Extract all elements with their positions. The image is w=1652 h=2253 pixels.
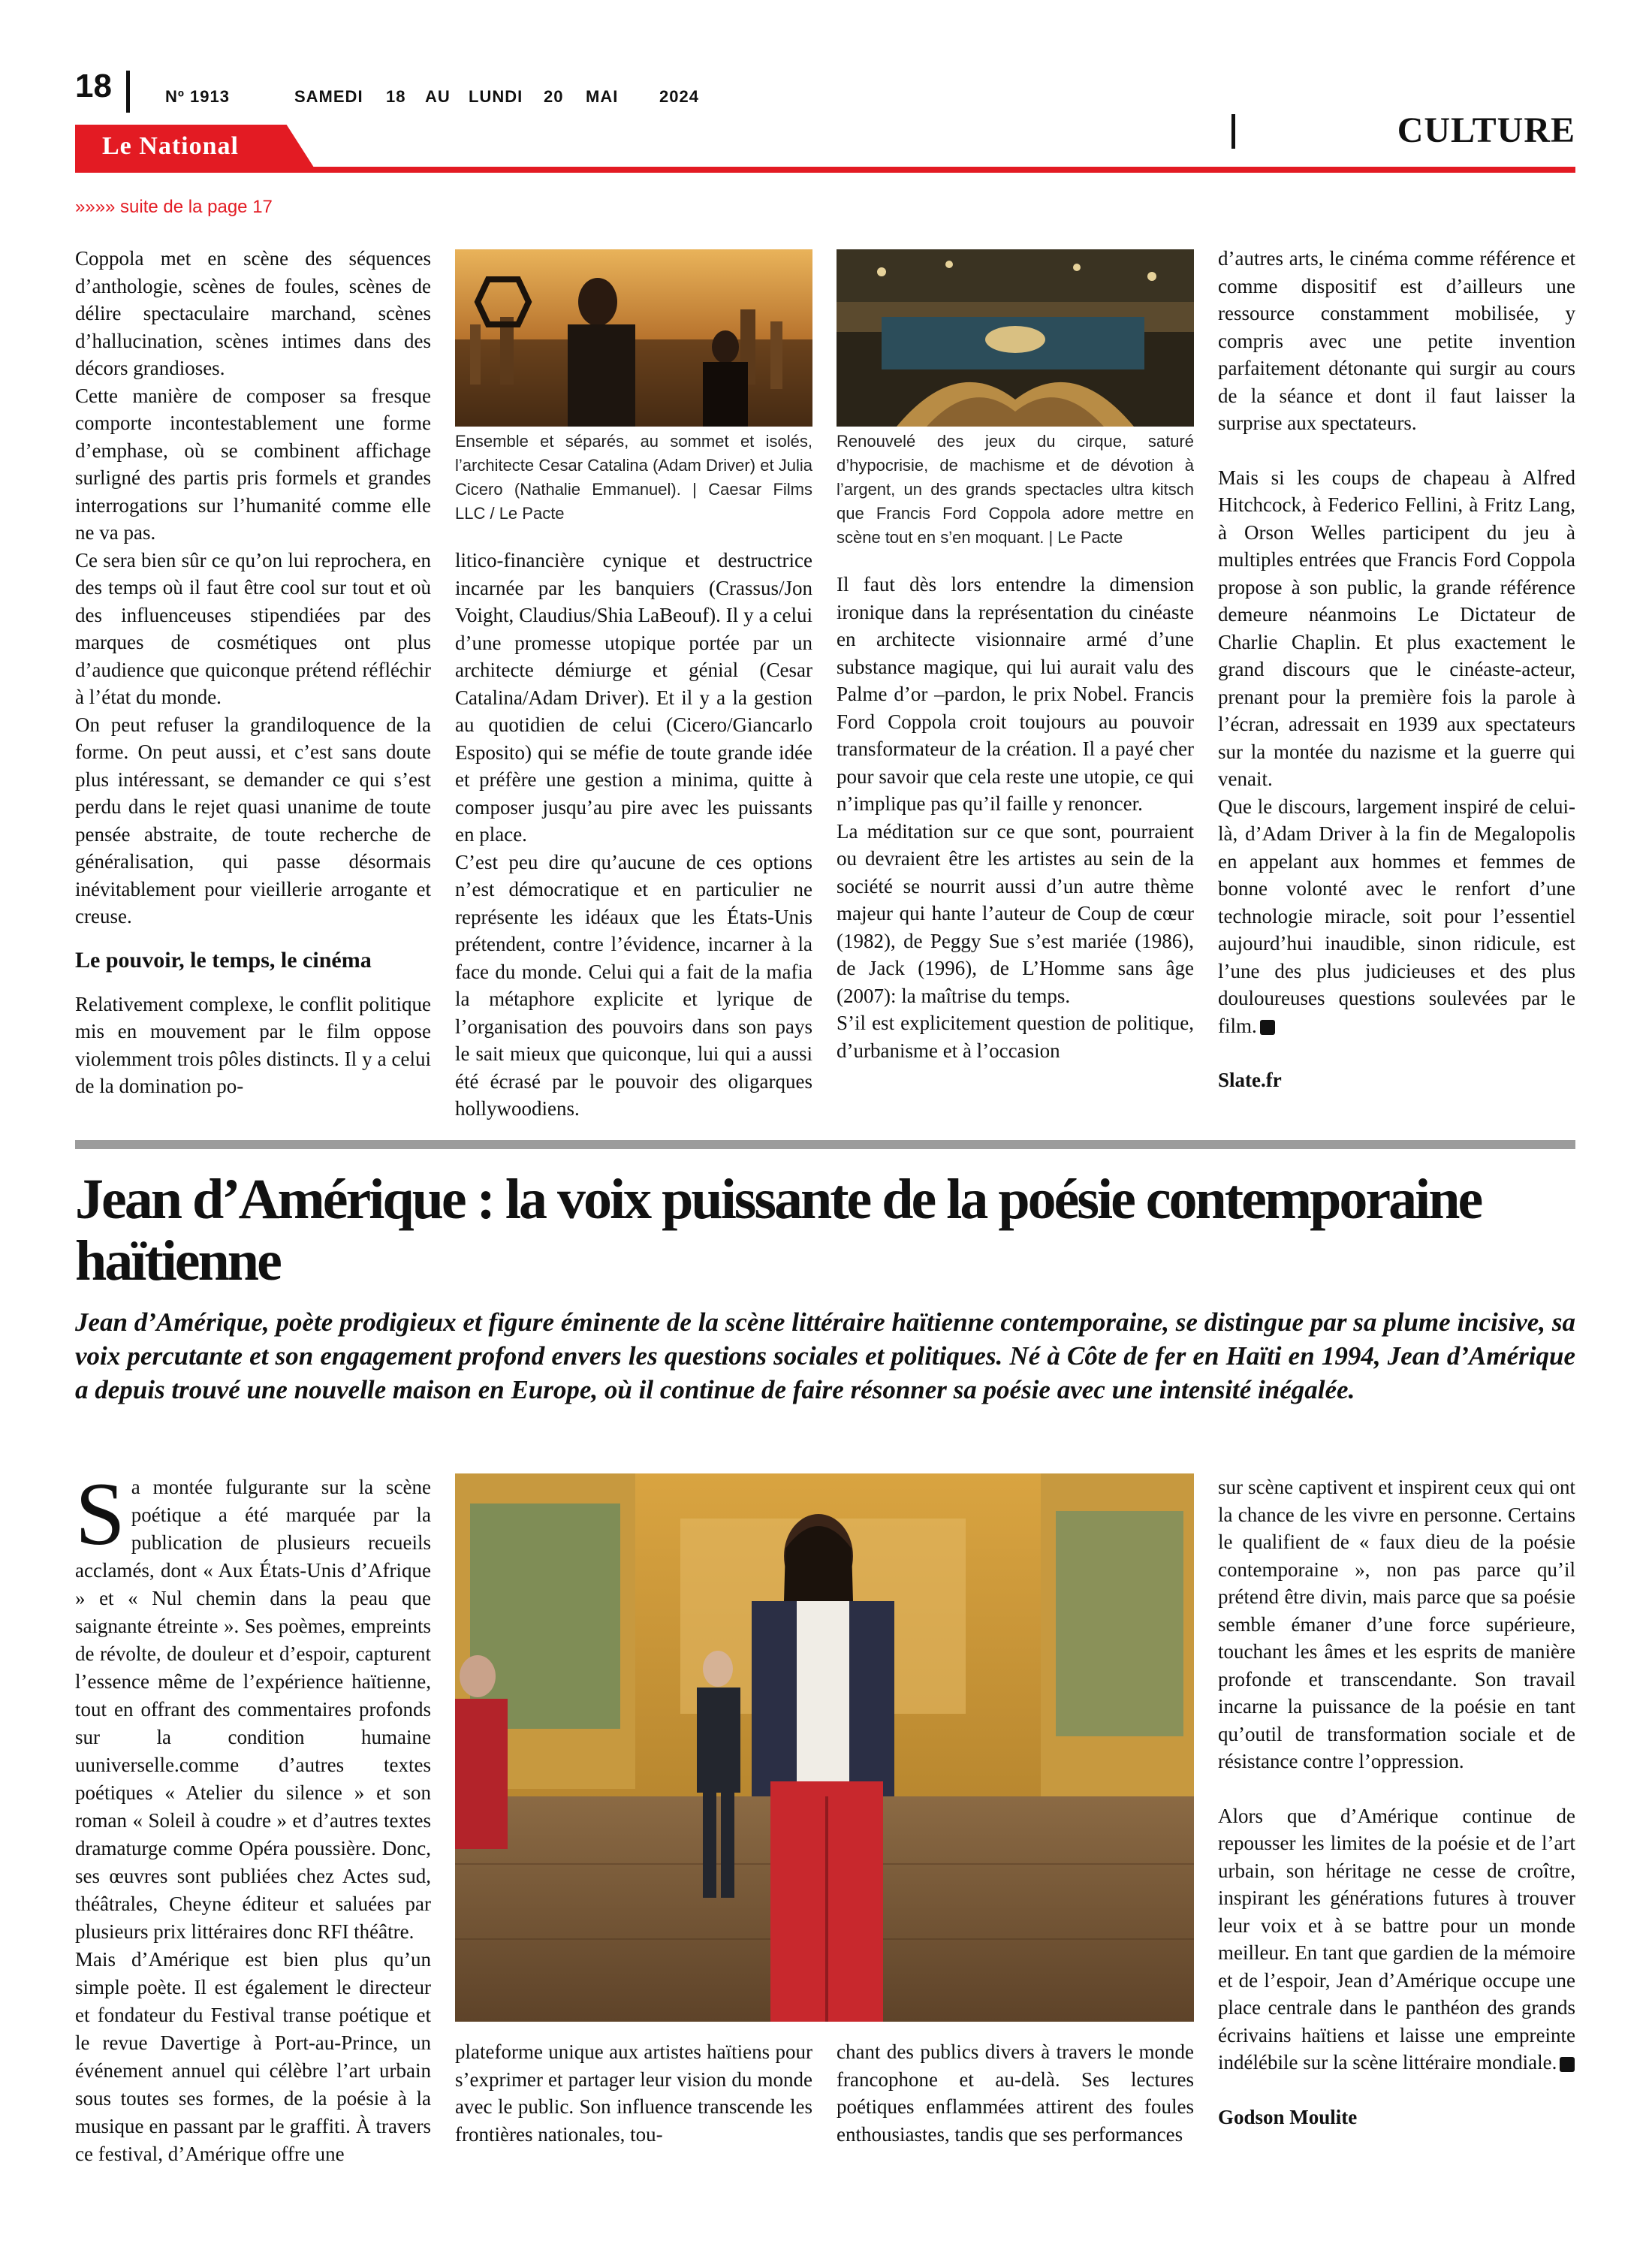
article-headline: Jean d’Amérique : la voix puissante de la poésie contemporaine haïtienne (75, 1168, 1482, 1292)
article2-column-3 (837, 2038, 1194, 2148)
end-mark-icon (1560, 2057, 1575, 2072)
date-year: 2024 (659, 87, 699, 106)
section-title: CULTURE (1397, 110, 1575, 150)
paragraph: sur scène captivent et inspirent ceux qui ont la chance de les vivre en personne. Certains le qualifient de « faux dieu de la poésie contemporaine », non pas parce qu’il prétend être divin, mais parce que sa poésie semble émaner d’une force supérieure, touchant les âmes et les esprits de manière profonde et transcendante. Son travail incarne la puissance de la poésie en tant qu’outil de transformation sociale et de résistance contre l’oppression. (1218, 1476, 1575, 1772)
paragraph: Coppola met en scène des séquences d’anthologie, scènes de foules, scènes de délire spectaculaire marchand, scènes d’hallucination, scènes intimes dans des décors grandioses. (75, 247, 431, 379)
poet-portrait-photo (455, 1473, 1194, 2022)
photo-caption: Renouvelé des jeux du cirque, saturé d’hypocrisie, de machisme et de dévotion à l’argent, un des grands spectacles ultra kitsch que Francis Ford Coppola adore mettre en scène tout en s’en moquant. | Le Pacte (837, 432, 1194, 547)
paragraph: On peut refuser la grandiloquence de la forme. On peut aussi, et c’est sans doute plus intéressant, se demander ce qui s’est perdu dans le rejet quasi unanime de toute pensée abstraite, de toute recherche de généralisation, qui passe désormais inévitablement pour vieillerie arrogante et creuse. (75, 713, 431, 927)
article2-column-4 (1218, 1473, 1575, 2131)
continuation-note: »»»» suite de la page 17 (75, 197, 273, 217)
paragraph-text: a montée fulgurante sur la scène poétique a été marquée par la publication de plusieurs recueils acclamés, dont « Aux États-Unis d’Afrique » et « Nul chemin dans la peau que saignante étreinte ». Ses poèmes, empreints de révolte, de douleur et d’espoir, capturent l’essence même de l’expérience haïtienne, tout en offrant des commentaires profonds sur la condition humaine uuniverselle.comme d’autres textes poétiques « Atelier du silence » et son roman « Soleil à coudre » et d’autres textes dramaturge comme Opéra poussière. Donc, ses œuvres sont publiées chez Actes sud, théâtrales, Cheyne éditeur et saluées par plusieurs prix littéraires donc RFI théâtre. (75, 1476, 431, 1943)
header-rule (75, 167, 1575, 173)
film-still-circus-photo (837, 249, 1194, 427)
article1-column-1 (75, 245, 431, 1100)
lead-paragraph (75, 1464, 431, 1946)
paragraph: chant des publics divers à travers le monde francophone et au-delà. Ses lectures poétiques enflammées attirent des foules enthousiastes, tandis que ses performances (837, 2040, 1194, 2146)
date-weekday-end: LUNDI (469, 87, 523, 106)
paragraph-text: Que le discours, largement inspiré de celui-là, d’Adam Driver à la fin de Megalopolis en appelant aux hommes et femmes de bonne volonté avec le renfort d’une technologie miracle, soit pour l’essentiel aujourd’hui inaudible, sinon ridicule, est l’une des plus judicieuses et des plus douloureuses questions soulevées par le film. (1218, 795, 1575, 1037)
film-still-rooftop-photo (455, 249, 812, 427)
article2-column-2 (455, 2038, 812, 2148)
article1-column-2 (455, 547, 812, 1123)
paragraph: Il faut dès lors entendre la dimension ironique dans la représentation du cinéaste en architecte visionnaire armé d’une substance magique, qui lui aurait valu des Palme d’or –pardon, le prix Nobel. Francis Ford Coppola croit toujours au pouvoir transformateur de la création. Il a payé cher pour savoir que cela reste une utopie, ce qui n’implique pas qu’il faille y renoncer. (837, 573, 1194, 815)
paragraph: La méditation sur ce que sont, pourraient ou devraient être les artistes au sein de la société se nourrit aussi d’un autre thème majeur qui hante l’auteur de Coup de cœur (1982), de Peggy Sue s’est mariée (1986), de Jack (1996), de L’Homme sans âge (2007): la maîtrise du temps. (837, 819, 1194, 1007)
paragraph: Cette manière de composer sa fresque comporte incontestablement une forme d’emphase, où se combinent affichage surligné des partis pris formels et grandes interrogations sur l’humanité comme elle ne va pas. (75, 384, 431, 544)
section-divider (1231, 114, 1235, 149)
date-day-end: 20 (544, 87, 564, 106)
paragraph: litico-financière cynique et destructrice incarnée par les banquiers (Crassus/Jon Voight, Claudius/Shia LaBeouf). Il y a celui d’une promesse utopique portée par un architecte démiurge et génial (Cesar Catalina/Adam Driver). Et il y a la gestion au quotidien de celui (Cicero/Giancarlo Esposito) qui se méfie de toute grande idée et préfère une gestion a minima, quitte à composer jusqu’au pire avec les puissants en place. (455, 549, 812, 846)
paragraph-text: Alors que d’Amérique continue de repousser les limites de la poésie et de l’art urbain, son héritage ne cesse de croître, inspirant les générations futures à trouver leur voix et à se battre pour un monde meilleur. En tant que gardien de la mémoire et de l’espoir, Jean d’Amérique occupe une place centrale dans le panthéon des grands écrivains haïtiens et laisse une empreinte indélébile sur la scène littéraire mondiale. (1218, 1804, 1575, 2074)
date-au: AU (425, 87, 451, 106)
paragraph: Mais d’Amérique est bien plus qu’un simple poète. Il est également le directeur et fondateur du Festival transe poétique et le revue Davertige à Port-au-Prince, un événement annuel qui célèbre l’art urbain sous toutes ses formes, de la poésie à la musique en passant par le graffiti. À travers ce festival, d’Amérique offre une (75, 1948, 431, 2165)
paragraph: S’il est explicitement question de politique, d’urbanisme et à l’occasion (837, 1012, 1194, 1062)
article-source: Slate.fr (1218, 1069, 1282, 1091)
page-number: 18 (75, 68, 112, 104)
article-separator (75, 1140, 1575, 1149)
paragraph: Mais si les coups de chapeau à Alfred Hitchcock, à Federico Fellini, à Fritz Lang, à Orson Welles participent du jeu à multiples entrées que Francis Ford Coppola propose à son public, la grande référence demeure néanmoins Le Dictateur de Charlie Chaplin. Et plus exactement le grand discours que le cinéaste-acteur, prenant pour la première fois la parole à l’écran, adressait en 1939 aux spectateurs sur la montée du nazisme et la guerre qui venait. (1218, 466, 1575, 790)
page-number-divider (126, 71, 130, 113)
date-month: MAI (586, 87, 619, 106)
brand-name: Le National (102, 132, 239, 160)
issue-number: Nº 1913 (165, 87, 230, 106)
author-byline: Godson Moulite (1218, 2105, 1358, 2128)
date-weekday-start: SAMEDI (294, 87, 363, 106)
paragraph: Ce sera bien sûr ce qu’on lui reprochera, en des temps où il faut être cool sur tout et où des influenceuses stipendiées par des marques de cosmétiques ont plus d’audience que quiconque prétend réfléchir à l’état du monde. (75, 548, 431, 708)
photo-caption: Ensemble et séparés, au sommet et isolés, l’architecte Cesar Catalina (Adam Driver) et Julia Cicero (Nathalie Emmanuel). | Caesar Films LLC / Le Pacte (455, 432, 812, 523)
article1-column-4 (1218, 245, 1575, 1094)
closing-paragraph (1218, 1802, 1575, 2077)
drop-cap: S (75, 1464, 125, 1564)
paragraph: d’autres arts, le cinéma comme référence et comme dispositif est d’ailleurs une ressource constamment mobilisée, y compris avec une petite invention parfaitement détonante qui surgir au cours de la séance et dont il faut laisser la surprise aux spectateurs. (1218, 247, 1575, 434)
paragraph: C’est peu dire qu’aucune de ces options n’est démocratique et en particulier ne représente les idéaux que les États-Unis prétendent, contre l’évidence, incarner à la face du monde. Celui qui a fait de la mafia la métaphore explicite et lyrique de l’organisation des pouvoirs dans son pays le sait mieux que quiconque, lui qui a aussi été écrasé par le pouvoir des oligarques hollywoodiens. (455, 850, 812, 1120)
end-mark-icon (1260, 1020, 1275, 1035)
paragraph: plateforme unique aux artistes haïtiens pour s’exprimer et partager leur vision du monde avec le public. Son influence transcende les frontières nationales, tou- (455, 2040, 812, 2146)
date-day-start: 18 (386, 87, 406, 106)
article1-column-3 (837, 571, 1194, 1064)
subheading: Le pouvoir, le temps, le cinéma (75, 947, 372, 973)
closing-paragraph (1218, 793, 1575, 1040)
article2-column-1 (75, 1464, 431, 2168)
article-standfirst: Jean d’Amérique, poète prodigieux et figure éminente de la scène littéraire haïtienne contemporaine, se distingue par sa plume incisive, sa voix percutante et son engagement profond envers les questions sociales et politiques. Né à Côte de fer en Haïti en 1994, Jean d’Amérique a depuis trouvé une nouvelle maison en Europe, où il continue de faire résonner sa poésie avec une intensité inégalée. (75, 1307, 1575, 1404)
paragraph: Relativement complexe, le conflit politique mis en mouvement par le film oppose violemment trois pôles distincts. Il y a celui de la domination po- (75, 992, 431, 1097)
